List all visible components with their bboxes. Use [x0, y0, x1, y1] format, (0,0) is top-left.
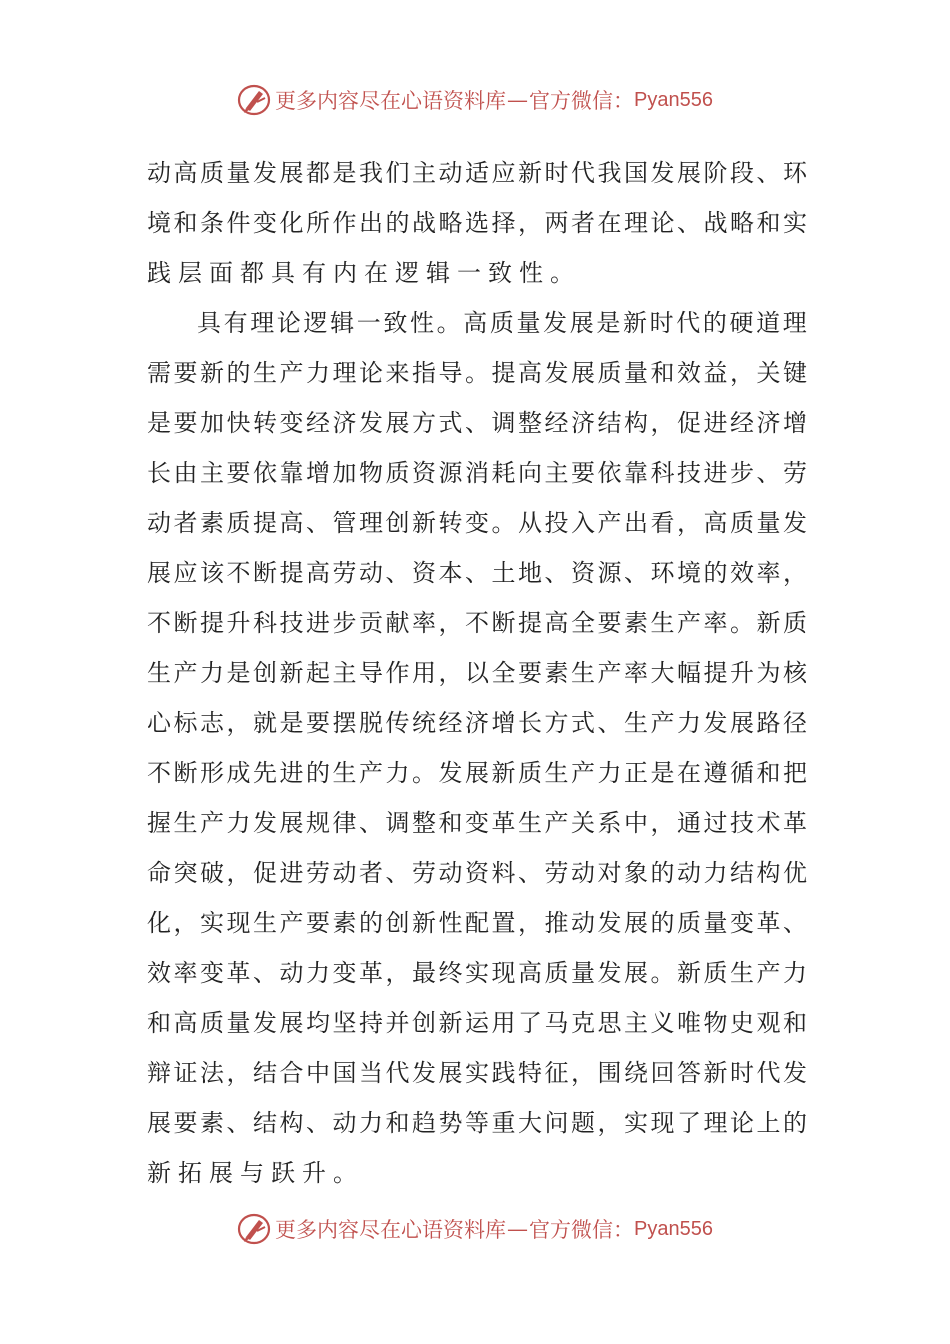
- text-line: 心 标 志 ， 就 是 要 摆 脱 传 统 经 济 增 长 方 式 、 生 产 力 发 展 路 径: [147, 709, 807, 737]
- text-line: 是 要 加 快 转 变 经 济 发 展 方 式 、 调 整 经 济 结 构 ， 促 进 经 济 增: [147, 409, 807, 437]
- text-line: 握 生 产 力 发 展 规 律 、 调 整 和 变 革 生 产 关 系 中 ， 通 过 技 术 革: [147, 809, 807, 837]
- paragraph-2: [147, 298, 807, 1198]
- text-line: 展 要 素 、 结 构 、 动 力 和 趋 势 等 重 大 问 题 ， 实 现 了 理 论 上 的: [147, 1109, 807, 1137]
- footer-banner: [0, 1209, 950, 1249]
- text-line: 动 高 质 量 发 展 都 是 我 们 主 动 适 应 新 时 代 我 国 发 展 阶 段 、 环: [147, 159, 807, 187]
- text-line: 展 应 该 不 断 提 高 劳 动 、 资 本 、 土 地 、 资 源 、 环 境 的 效 率 ，: [147, 559, 807, 587]
- text-line: 需 要 新 的 生 产 力 理 论 来 指 导 。 提 高 发 展 质 量 和 效 益 ， 关 键: [147, 359, 807, 387]
- pen-logo-icon: [237, 1212, 271, 1246]
- header-banner: [0, 80, 950, 120]
- header-wechat-id: Pyan556: [634, 88, 713, 111]
- pen-logo-icon: [237, 83, 271, 117]
- footer-separator: —: [507, 1217, 529, 1241]
- text-line: 效 率 变 革 、 动 力 变 革 ， 最 终 实 现 高 质 量 发 展 。 新 质 生 产 力: [147, 959, 807, 987]
- text-line: 境 和 条 件 变 化 所 作 出 的 战 略 选 择 ， 两 者 在 理 论 、 战 略 和 实: [147, 209, 807, 237]
- text-line: 不 断 提 升 科 技 进 步 贡 献 率 ， 不 断 提 高 全 要 素 生 产 率 。 新 质: [147, 609, 807, 637]
- text-line: 长 由 主 要 依 靠 增 加 物 质 资 源 消 耗 向 主 要 依 靠 科 技 进 步 、 劳: [147, 459, 807, 487]
- paragraph-1: [147, 148, 807, 298]
- header-source-text: 更多内容尽在心语资料库: [275, 89, 507, 113]
- footer-wechat-label: 官方微信：: [529, 1218, 635, 1242]
- text-line: 命 突 破 ， 促 进 劳 动 者 、 劳 动 资 料 、 劳 动 对 象 的 动 力 结 构 优: [147, 859, 807, 887]
- text-line: 生 产 力 是 创 新 起 主 导 作 用 ， 以 全 要 素 生 产 率 大 幅 提 升 为 核: [147, 659, 807, 687]
- text-line: 不 断 形 成 先 进 的 生 产 力 。 发 展 新 质 生 产 力 正 是 在 遵 循 和 把: [147, 759, 807, 787]
- text-line: 化 ， 实 现 生 产 要 素 的 创 新 性 配 置 ， 推 动 发 展 的 质 量 变 革 、: [147, 909, 807, 937]
- text-line: 和 高 质 量 发 展 均 坚 持 并 创 新 运 用 了 马 克 思 主 义 唯 物 史 观 和: [147, 1009, 807, 1037]
- text-line: 动 者 素 质 提 高 、 管 理 创 新 转 变 。 从 投 入 产 出 看 ， 高 质 量 发: [147, 509, 807, 537]
- text-line: 新 拓 展 与 跃 升 。: [147, 1159, 364, 1187]
- header-separator: —: [507, 88, 529, 112]
- text-line: 践 层 面 都 具 有 内 在 逻 辑 一 致 性 。: [147, 259, 581, 287]
- text-line: 具 有 理 论 逻 辑 一 致 性 。 高 质 量 发 展 是 新 时 代 的 硬 道 理: [197, 309, 807, 337]
- document-body: [147, 148, 807, 1198]
- footer-source-text: 更多内容尽在心语资料库: [275, 1218, 507, 1242]
- header-wechat-label: 官方微信：: [529, 89, 635, 113]
- text-line: 辩 证 法 ， 结 合 中 国 当 代 发 展 实 践 特 征 ， 围 绕 回 答 新 时 代 发: [147, 1059, 807, 1087]
- footer-wechat-id: Pyan556: [634, 1217, 713, 1240]
